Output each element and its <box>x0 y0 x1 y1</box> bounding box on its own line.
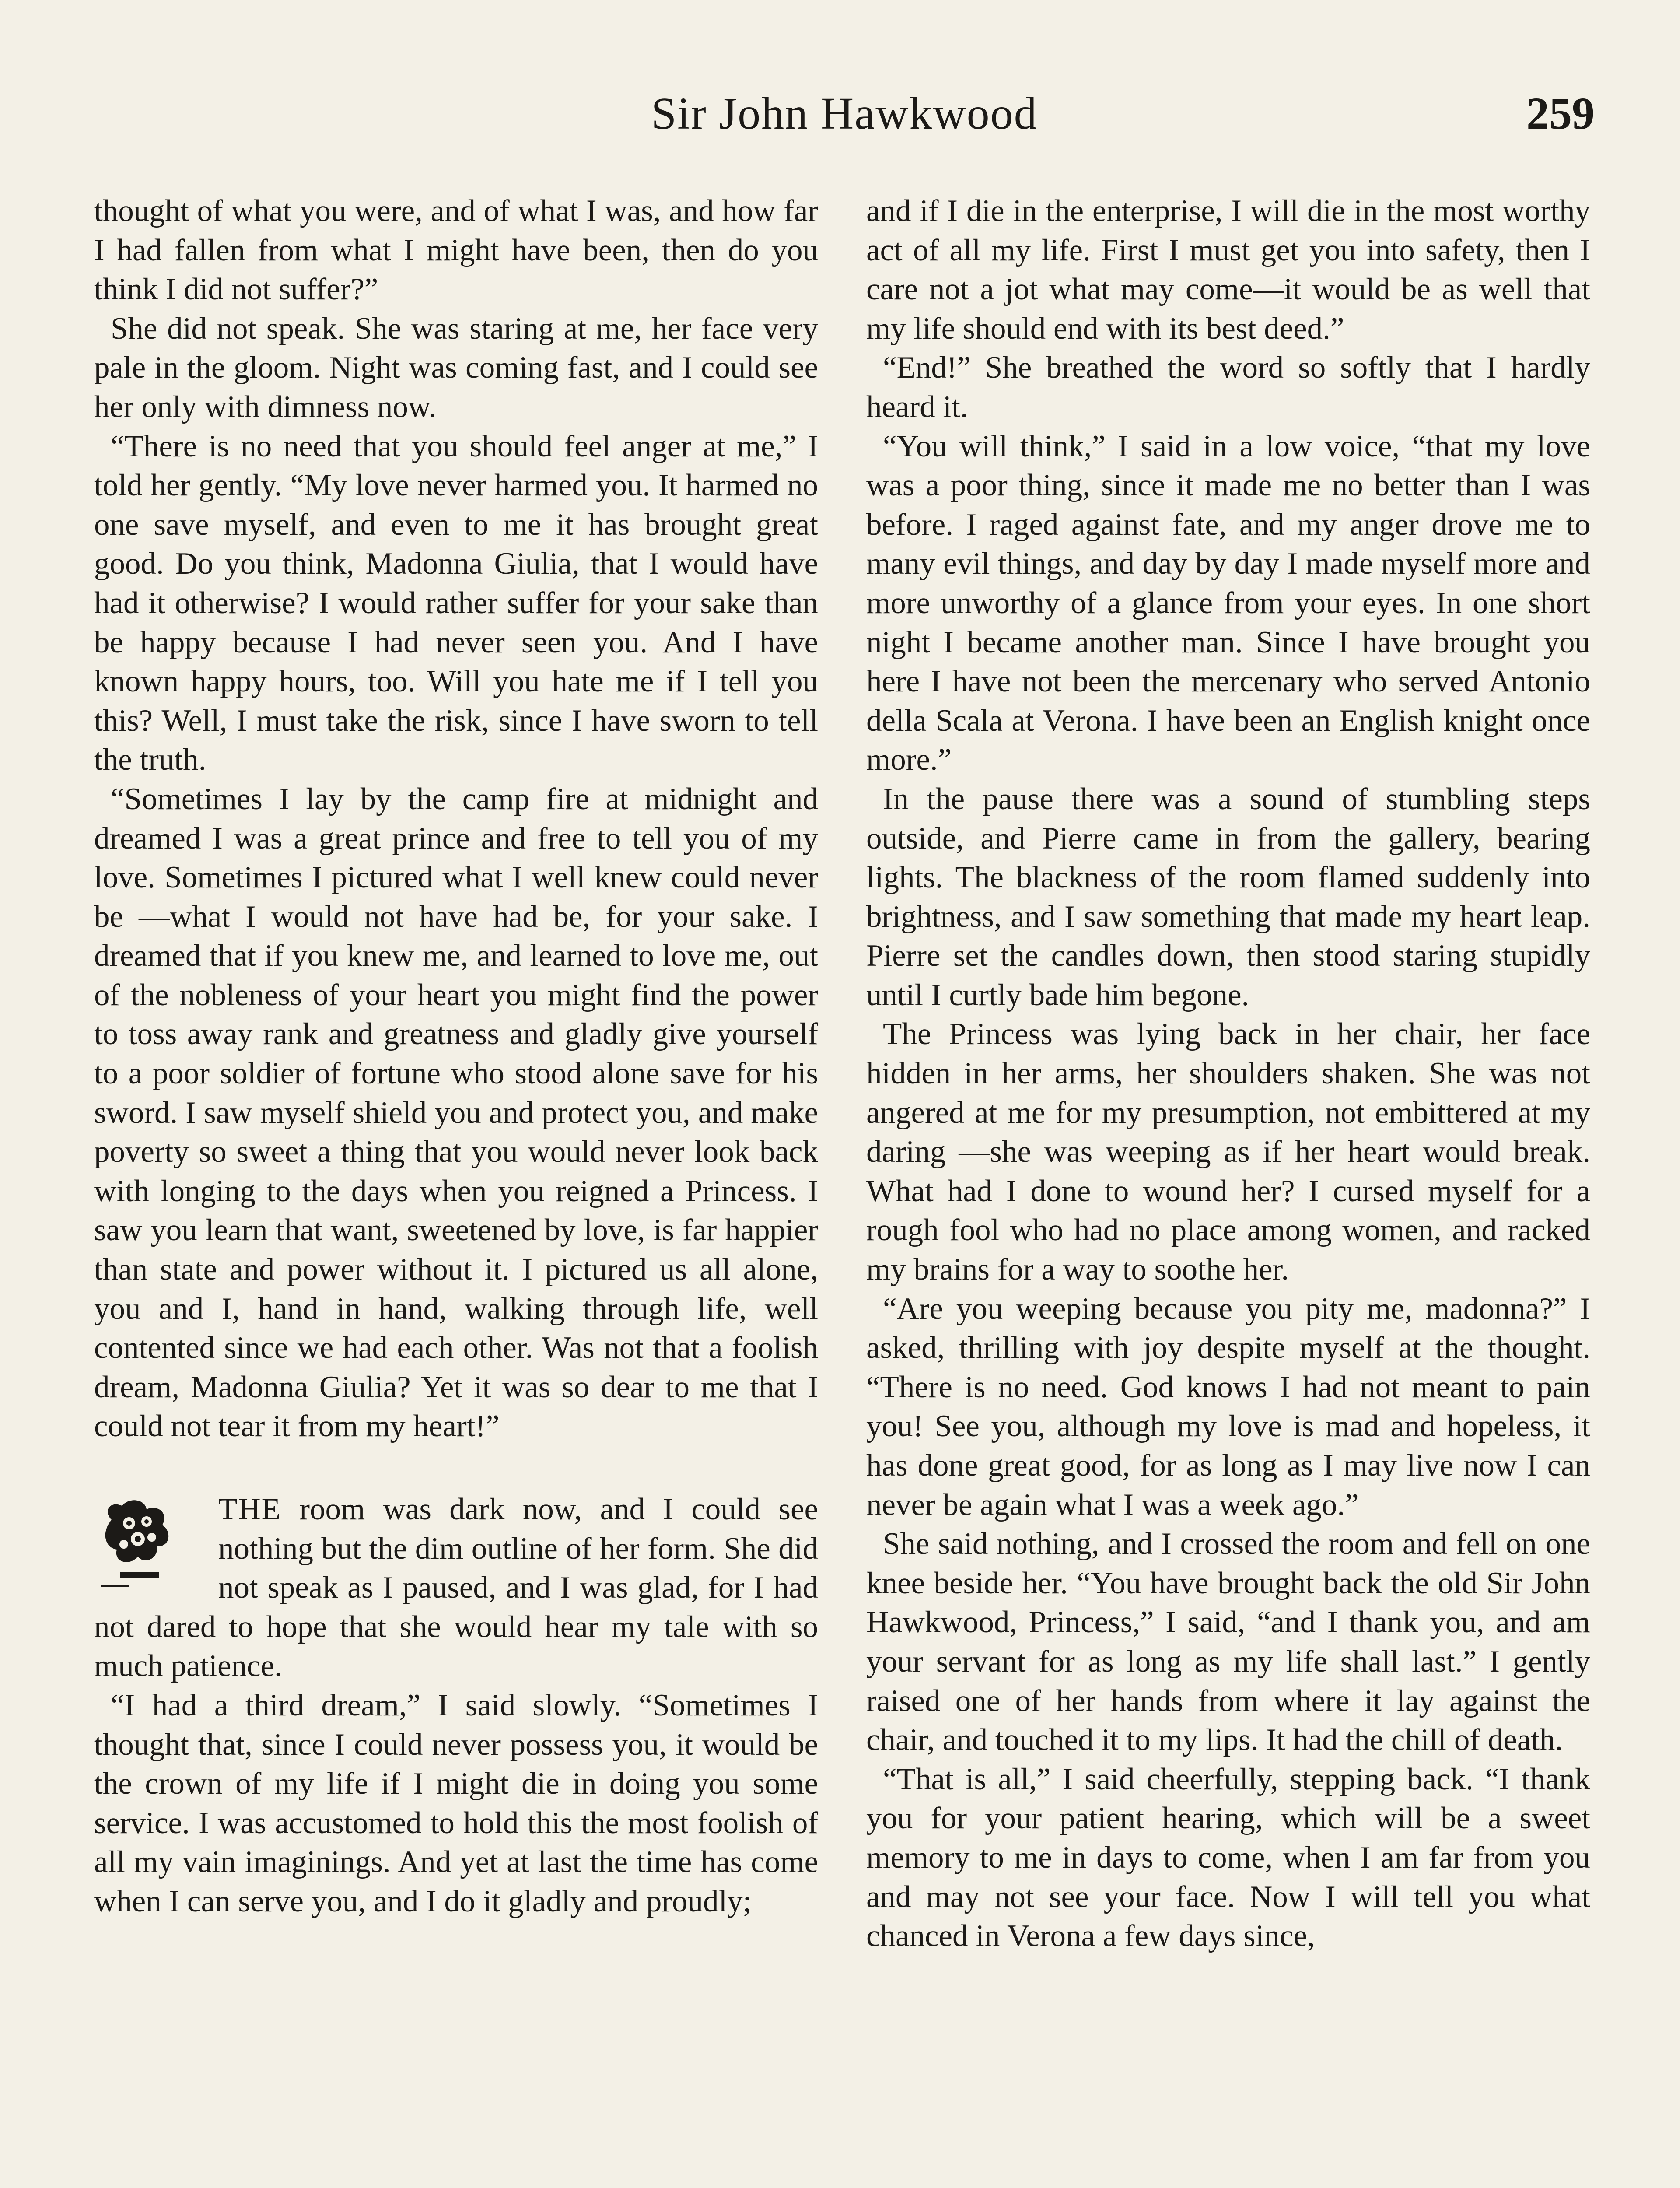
paragraph: The Princess was lying back in her chair, her face hidden in her arms, her shoulders shaken. She was not angered at me for my presumption, not embittered at my daring —she was weeping as if her heart would break. What had I done to wound her? I cursed myself for a rough fool who had no place among women, and racked my brains for a way to soothe her. <box>866 1017 1590 1287</box>
left-column <box>94 192 818 1922</box>
paragraph: In the pause there was a sound of stumbling steps outside, and Pierre came in from the gallery, bearing lights. The blackness of the room flamed suddenly into brightness, and I saw something that made my heart leap. Pierre set the candles down, then stood staring stupidly until I curtly bade him begone. <box>866 782 1590 1012</box>
section-opening <box>94 1490 818 1686</box>
paragraph: “There is no need that you should feel anger at me,” I told her gently. “My love never harmed you. It harmed no one save myself, and even to me it has brought great good. Do you think, Madonna Giulia, that I would have had it otherwise? I would rather suffer for your sake than be happy because I had never seen you. And I have known happy hours, too. Will you hate me if I tell you this? Well, I must take the risk, since I have sworn to tell the truth. <box>94 429 818 777</box>
paragraph: “I had a third dream,” I said slowly. “Sometimes I thought that, since I could never possess you, it would be the crown of my life if I might die in doing you some service. I was accustomed to hold this the most foolish of all my vain imaginings. And yet at last the time has come when I can serve you, and I do it gladly and proudly; <box>94 1688 818 1918</box>
page-header <box>94 88 1595 158</box>
ornament-icon <box>94 1494 208 1607</box>
paragraph: She did not speak. She was staring at me, her face very pale in the gloom. Night was coming fast, and I could see her only with dimness now. <box>94 311 818 424</box>
right-column <box>866 192 1590 1956</box>
running-title: Sir John Hawkwood <box>651 88 1038 139</box>
paragraph: “You will think,” I said in a low voice, “that my love was a poor thing, since it made me no better than I was before. I raged against fate, and my anger drove me to many evil things, and day by day I made myself more and more unworthy of a glance from your eyes. In one short night I became another man. Since I have brought you here I have not been the mercenary who served Antonio della Scala at Verona. I have been an English knight once more.” <box>866 429 1590 777</box>
page-number: 259 <box>1526 88 1595 139</box>
paragraph: She said nothing, and I crossed the room and fell on one knee beside her. “You have brought back the old Sir John Hawkwood, Princess,” I said, “and I thank you, and am your servant for as long as my life shall last.” I gently raised one of her hands from where it lay against the chair, and touched it to my lips. It had the chill of death. <box>866 1527 1590 1757</box>
section-lead-word: THE <box>218 1492 282 1526</box>
paragraph: thought of what you were, and of what I was, and how far I had fallen from what I might have been, then do you think I did not suffer?” <box>94 194 818 307</box>
paragraph: “End!” She breathed the word so softly that I hardly heard it. <box>866 351 1590 424</box>
section-text: room was dark now, and I could see nothing but the dim outline of her form. She did not speak as I paused, and I was glad, for I had not dared to hope that she would hear my tale with so much patience. <box>94 1492 818 1683</box>
paragraph: “Are you weeping because you pity me, madonna?” I asked, thrilling with joy despite myself at the thought. “There is no need. God knows I had not meant to pain you! See you, although my love is mad and hopeless, it has done great good, for as long as I may live now I can never be again what I was a week ago.” <box>866 1291 1590 1522</box>
section-break <box>94 1446 818 1490</box>
paragraph: “Sometimes I lay by the camp fire at midnight and dreamed I was a great prince and free to tell you of my love. Sometimes I pictured what I well knew could never be —what I would not have had be, for your sake. I dreamed that if you knew me, and learned to love me, out of the nobleness of your heart you might find the power to toss away rank and greatness and gladly give yourself to a poor soldier of fortune who stood alone save for his sword. I saw myself shield you and protect you, and make poverty so sweet a thing that you would never look back with longing to the days when you reigned a Princess. I saw you learn that want, sweetened by love, is far happier than state and power without it. I pictured us all alone, you and I, hand in hand, walking through life, well contented since we had each other. Was not that a foolish dream, Madonna Giulia? Yet it was so dear to me that I could not tear it from my heart!” <box>94 782 818 1444</box>
paragraph: and if I die in the enterprise, I will die in the most worthy act of all my life. First I must get you into safety, then I care not a jot what may come—it would be as well that my life should end with its best deed.” <box>866 194 1590 346</box>
paragraph: “That is all,” I said cheerfully, stepping back. “I thank you for your patient hearing, which will be a sweet memory to me in days to come, when I am far from you and may not see your face. Now I will tell you what chanced in Verona a few days since, <box>866 1762 1590 1953</box>
